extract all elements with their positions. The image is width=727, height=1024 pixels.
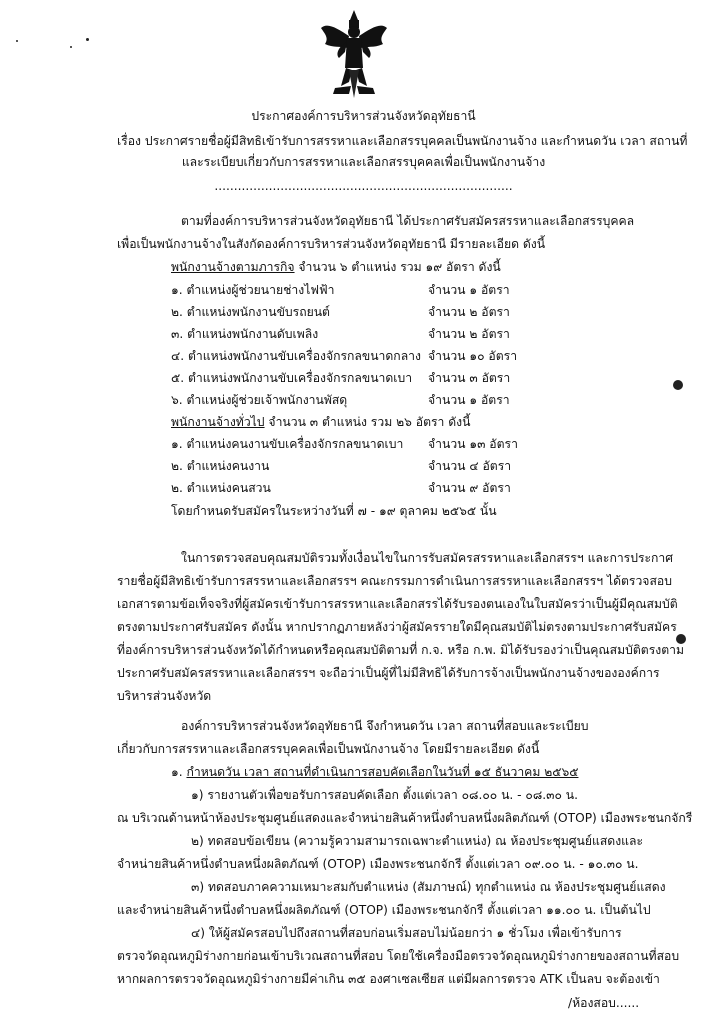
section1-heading: กำหนดวัน เวลา สถานที่ดำเนินการสอบคัดเลือกในวันที่ ๑๕ ธันวาคม ๒๕๖๕ bbox=[186, 765, 579, 779]
group1-heading: พนักงานจ้างตามภารกิจ bbox=[171, 260, 295, 274]
group2-item-3-count: จำนวน ๙ อัตรา bbox=[428, 481, 511, 495]
garuda-emblem-icon bbox=[319, 8, 389, 100]
paragraph2-line-2: รายชื่อผู้มีสิทธิเข้ารับการสรรหาและเลือกสรรฯ คณะกรรมการดำเนินการสรรหาและเลือกสรรฯ ได้ตรวจสอบ bbox=[117, 574, 672, 588]
group1-summary: จำนวน ๖ ตำแหน่ง รวม ๑๙ อัตรา ดังนี้ bbox=[294, 260, 501, 274]
scan-speck bbox=[16, 40, 18, 42]
paragraph2-line-4: ตรงตามประกาศรับสมัคร ดังนั้น หากปรากฏภายหลังว่าผู้สมัครรายใดมีคุณสมบัติไม่ตรงตามประกาศรับสมัคร bbox=[117, 620, 677, 634]
step-2-line-1: ๒) ทดสอบข้อเขียน (ความรู้ความสามารถเฉพาะตำแหน่ง) ณ ห้องประชุมศูนย์แสดงและ bbox=[191, 834, 644, 848]
group2-item-1-count: จำนวน ๑๓ อัตรา bbox=[428, 437, 518, 451]
intro-line-1: ตามที่องค์การบริหารส่วนจังหวัดอุทัยธานี ได้ประกาศรับสมัครสรรหาและเลือกสรรบุคคล bbox=[181, 214, 635, 228]
group1-heading-line bbox=[171, 259, 501, 275]
group2-item-2-name: ๒. ตำแหน่งคนงาน bbox=[171, 459, 270, 473]
group1-item-1-count: จำนวน ๑ อัตรา bbox=[428, 283, 510, 297]
group1-item-5-name: ๕. ตำแหน่งพนักงานขับเครื่องจักรกลขนาดเบา bbox=[171, 371, 413, 385]
step-2-line-2: จำหน่ายสินค้าหนึ่งตำบลหนึ่งผลิตภัณฑ์ (OTOP) เมืองพระชนกจักรี ตั้งแต่เวลา ๐๙.๐๐ น. - ๑๐.๓๐ น. bbox=[117, 857, 639, 871]
intro-line-2: เพื่อเป็นพนักงานจ้างในสังกัดองค์การบริหารส่วนจังหวัดอุทัยธานี มีรายละเอียด ดังนี้ bbox=[117, 237, 546, 251]
group1-item-4-count: จำนวน ๑๐ อัตรา bbox=[428, 349, 518, 363]
group1-item-3-count: จำนวน ๒ อัตรา bbox=[428, 327, 510, 341]
step-4-line-3: หากผลการตรวจวัดอุณหภูมิร่างกายมีค่าเกิน ๓๕ องศาเซลเซียส แต่มีผลการตรวจ ATK เป็นลบ จะต้องเข้า bbox=[117, 972, 660, 986]
group2-heading: พนักงานจ้างทั่วไป bbox=[171, 415, 265, 429]
paragraph2-line-6: ประกาศรับสมัครสรรหาและเลือกสรรฯ จะถือว่าเป็นผู้ที่ไม่มีสิทธิได้รับการจ้างเป็นพนักงานจ้างขององค์การ bbox=[117, 666, 660, 680]
section1-number: ๑. bbox=[171, 765, 187, 779]
step-1-line-1: ๑) รายงานตัวเพื่อขอรับการสอบคัดเลือก ตั้งแต่เวลา ๐๘.๐๐ น. - ๐๘.๓๐ น. bbox=[191, 788, 578, 802]
group2-summary: จำนวน ๓ ตำแหน่ง รวม ๒๖ อัตรา ดังนี้ bbox=[264, 415, 471, 429]
step-4-line-2: ตรวจวัดอุณหภูมิร่างกายก่อนเข้าบริเวณสถานที่สอบ โดยใช้เครื่องมือตรวจวัดอุณหภูมิร่างกายของสถานที่สอบ bbox=[117, 949, 680, 963]
group1-item-5-count: จำนวน ๓ อัตรา bbox=[428, 371, 511, 385]
paragraph3-line-2: เกี่ยวกับการสรรหาและเลือกสรรบุคคลเพื่อเป็นพนักงานจ้าง โดยมีรายละเอียด ดังนี้ bbox=[117, 742, 540, 756]
document-subject-line-1: เรื่อง ประกาศรายชื่อผู้มีสิทธิเข้ารับการสรรหาและเลือกสรรบุคคลเป็นพนักงานจ้าง และกำหนดวัน เวลา สถานที่ bbox=[117, 134, 688, 148]
group1-item-6-name: ๖. ตำแหน่งผู้ช่วยเจ้าพนักงานพัสดุ bbox=[171, 393, 348, 407]
header-separator: ............................................................................. bbox=[214, 179, 513, 193]
group1-item-1-name: ๑. ตำแหน่งผู้ช่วยนายช่างไฟฟ้า bbox=[171, 283, 335, 297]
group1-item-4-name: ๔. ตำแหน่งพนักงานขับเครื่องจักรกลขนาดกลาง bbox=[171, 349, 421, 363]
scan-speck bbox=[70, 46, 72, 48]
group2-heading-line bbox=[171, 414, 470, 430]
step-3-line-2: และจำหน่ายสินค้าหนึ่งตำบลหนึ่งผลิตภัณฑ์ (OTOP) เมืองพระชนกจักรี ตั้งแต่เวลา ๑๑.๐๐ น. เป็นต้นไป bbox=[117, 903, 651, 917]
group1-item-2-name: ๒. ตำแหน่งพนักงานขับรถยนต์ bbox=[171, 305, 330, 319]
paragraph2-line-3: เอกสารตามข้อเท็จจริงที่ผู้สมัครเข้ารับการสรรหาและเลือกสรรได้รับรองตนเองในใบสมัครว่าเป็นผู้มีคุณสมบัติ bbox=[117, 597, 678, 611]
group1-item-6-count: จำนวน ๑ อัตรา bbox=[428, 393, 510, 407]
paragraph2-line-1: ในการตรวจสอบคุณสมบัติรวมทั้งเงื่อนไขในการรับสมัครสรรหาและเลือกสรรฯ และการประกาศ bbox=[181, 551, 673, 565]
step-4-line-1: ๔) ให้ผู้สมัครสอบไปถึงสถานที่สอบก่อนเริ่มสอบไม่น้อยกว่า ๑ ชั่วโมง เพื่อเข้ารับการ bbox=[191, 926, 622, 940]
application-period: โดยกำหนดรับสมัครในระหว่างวันที่ ๗ - ๑๙ ตุลาคม ๒๕๖๕ นั้น bbox=[171, 504, 497, 518]
document-subject-line-2: และระเบียบเกี่ยวกับการสรรหาและเลือกสรรบุคคลเพื่อเป็นพนักงานจ้าง bbox=[181, 155, 546, 169]
group2-item-3-name: ๒. ตำแหน่งคนสวน bbox=[171, 481, 271, 495]
section1-heading-line bbox=[171, 764, 578, 780]
punch-hole-mark bbox=[673, 380, 683, 390]
group1-item-2-count: จำนวน ๒ อัตรา bbox=[428, 305, 510, 319]
group2-item-2-count: จำนวน ๔ อัตรา bbox=[428, 459, 512, 473]
document-title: ประกาศองค์การบริหารส่วนจังหวัดอุทัยธานี bbox=[251, 109, 476, 123]
scan-speck bbox=[86, 38, 89, 41]
group2-item-1-name: ๑. ตำแหน่งคนงานขับเครื่องจักรกลขนาดเบา bbox=[171, 437, 404, 451]
group1-item-3-name: ๓. ตำแหน่งพนักงานดับเพลิง bbox=[171, 327, 319, 341]
step-3-line-1: ๓) ทดสอบภาคความเหมาะสมกับตำแหน่ง (สัมภาษณ์) ทุกตำแหน่ง ณ ห้องประชุมศูนย์แสดง bbox=[191, 880, 666, 894]
continuation-marker: /ห้องสอบ...... bbox=[568, 996, 640, 1010]
paragraph2-line-5: ที่องค์การบริหารส่วนจังหวัดได้กำหนดหรือคุณสมบัติตามที่ ก.จ. หรือ ก.พ. มิได้รับรองว่าเป็นคุณสมบัติตรงตาม bbox=[117, 643, 684, 657]
step-1-line-2: ณ บริเวณด้านหน้าห้องประชุมศูนย์แสดงและจำหน่ายสินค้าหนึ่งตำบลหนึ่งผลิตภัณฑ์ (OTOP) เมืองพระชนกจักรี bbox=[117, 811, 693, 825]
paragraph2-line-7: บริหารส่วนจังหวัด bbox=[117, 689, 212, 703]
paragraph3-line-1: องค์การบริหารส่วนจังหวัดอุทัยธานี จึงกำหนดวัน เวลา สถานที่สอบและระเบียบ bbox=[181, 719, 589, 733]
